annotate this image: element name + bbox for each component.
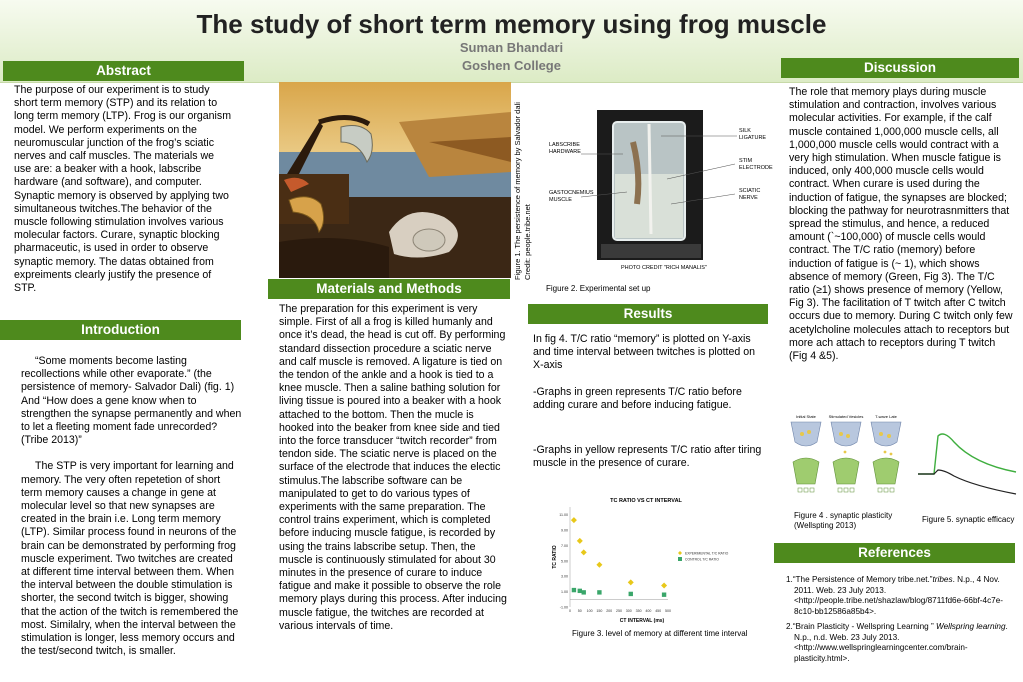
chart-ytick-label: 1.00 [561, 590, 568, 595]
reference-1-title: 1.“The Persistence of Memory tribe.net.” [786, 575, 933, 584]
chart-point-experimental [571, 517, 577, 523]
methods-heading: Materials and Methods [268, 279, 510, 299]
introduction-quote: “Some moments become lasting recollections while other evaporate.” (the persistence of memory- Salvador Dali) (fig. 1) And “How does a gene know when to strengthen the synapse permanently and when to let a fleeting moment fade unrecorded? (Tribe 2013)” [21, 355, 242, 447]
chart-xtick-label: 150 [596, 609, 603, 613]
chart-xtick-label: 500 [665, 609, 671, 613]
abstract-heading: Abstract [3, 61, 244, 81]
chart-point-control [629, 592, 633, 596]
chart-point-control [578, 589, 582, 593]
fig4-label-late: T-wave Late [875, 414, 897, 419]
chart-ytick-label: 3.00 [561, 574, 568, 579]
figure1-caption [513, 84, 541, 280]
results-p2: -Graphs in green represents T/C ratio before adding curare and before inducing fatigue. [533, 385, 742, 411]
chart-xtick-label: 200 [606, 609, 613, 613]
discussion-heading: Discussion [781, 58, 1019, 78]
references-list [786, 575, 1014, 664]
references-heading: References [774, 543, 1015, 563]
discussion-text: The role that memory plays during muscle stimulation and contraction, involves various molecular activities. For example, if the calf muscle contained 1,000,000 muscle cells, all 1,000,000 muscle cells would contract with a very high stimulation. When muscle fatigue is induced, only 400,000 muscle cells would contract. When curare is used during the induction of fatigue, the synapses are blocked; blocking the pathway for neurotrasnmitters that spread the stimulus, and hence, a reduced amount (`~100,000) of muscle cells would contract. The T/C ratio (memory) before induction of fatigue is (~ 1), which shows absence of memory (Green, Fig 3). The T/C ratio (≥1) shows presence of memory (Yellow, Fig 3). The facilitation of T twitch after C twitch occurs due to memory. During C twitch only few acetylcholine molecules attach to receptors but more ach attach to receptors during T twitch (Fig 4 &5). [789, 86, 1013, 363]
chart-xtick-label: 100 [586, 609, 593, 613]
label-silk-ligature: SILK LIGATURE [739, 128, 767, 141]
figure2-caption: Figure 2. Experimental set up [546, 284, 651, 293]
figure5-caption: Figure 5. synaptic efficacy [922, 515, 1015, 524]
figure1-caption-credit: Credit: people.tribe.net [523, 204, 532, 280]
introduction-heading: Introduction [0, 320, 241, 340]
author-name: Suman Bhandari [459, 40, 564, 55]
persistence-of-memory-image [279, 82, 511, 278]
results-p3: -Graphs in yellow represents T/C ratio after tiring muscle in the presence of curare. [533, 444, 762, 470]
reference-1-source: tribes [932, 575, 953, 584]
fig4-label-initial: Initial State [796, 414, 816, 419]
reference-2-source: Wellspring learning [936, 622, 1006, 631]
figure1-painting [279, 82, 511, 278]
chart-ytick-label: 7.00 [561, 543, 568, 548]
chart-ytick-label: 11.00 [559, 513, 568, 518]
reference-item [786, 575, 1014, 617]
figure1-caption-title: Figure 1. The persistence of memory by Salvador dali [513, 102, 522, 280]
figure4-image [785, 412, 908, 508]
label-photo-credit: PHOTO CREDIT "RICH MANALIS" [621, 265, 707, 271]
figure3-chart [546, 495, 746, 625]
chart-xtick-label: 450 [655, 609, 662, 613]
synaptic-plasticity-diagram [785, 412, 908, 508]
figure4-caption: Figure 4 . synaptic plasticity (Wellspting 2013) [794, 511, 893, 530]
figure5-image [914, 412, 1020, 508]
legend-label: CONTROL T/C RATIO [685, 557, 719, 562]
figure1-caption-text [513, 84, 533, 280]
chart-point-experimental [596, 562, 602, 568]
chart-point-control [572, 588, 576, 592]
results-p1: In fig 4. T/C ratio “memory” is plotted on Y-axis and time interval between twitches is plotted on X-axis [533, 333, 756, 372]
reference-item [786, 622, 1014, 664]
methods-text: The preparation for this experiment is very simple. First of all a frog is killed humanly and once it’s dead, the head is cut off. By performing standard dissection procedure a sciatic nerve and calf muscle is removed. A ligature is tied on the tendon of the ankle and a hook is tied to a knee muscle. Then a saline bathing solution for living tissue is poured into a beaker with a hook attached to the bottom. Then the mucle is hooked into the beaker from knee side and tied into the force transducer “twitch recorder” from tendon side. The sciatic nerve is placed on the surface of the electrode that induces the electic stimulus.The labscribe software can be manipulated to get to do various types of experiments with the same preparation. The control trains experiment, which is completed before inducing muscle fatigue, is recorded by using the trains labscribe setup. Then, the muscle is continuously stimulated for about 30 minutes in the presence of curare to induce fatigue and make it possible to observe the role memory plays during this process. After inducing muscle fatigue, the twitches are recorded at various intervals of time. [279, 303, 507, 632]
label-sciatic-nerve: SCIATIC NERVE [739, 188, 761, 201]
chart-ytick-label: 9.00 [561, 528, 568, 533]
institution-name: Goshen College [462, 58, 561, 73]
chart-point-experimental [581, 549, 587, 555]
tc-ratio-chart [546, 495, 746, 625]
results-text [533, 333, 763, 483]
reference-2-title: 2.“Brain Plasticity - Wellspring Learning ” [786, 622, 937, 631]
chart-xtick-label: 50 [577, 609, 582, 613]
figure2-setup [541, 84, 773, 280]
chart-point-experimental [661, 582, 667, 588]
chart-point-experimental [577, 538, 583, 544]
chart-title: TC RATIO VS CT INTERVAL [610, 498, 682, 504]
label-stim-electrode: STIM ELECTRODE [739, 158, 773, 171]
introduction-text [21, 355, 243, 671]
chart-point-control [582, 590, 586, 594]
reference-1-details: . N.p., 4 Nov. 2011. Web. 23 July 2013. <http://people.tribe.net/shazlaw/blog/8711fd6e-66bf-4c7e-8c10-bb12586a85b4>. [794, 575, 1004, 616]
chart-point-control [662, 592, 666, 596]
label-labscribe: LABSCRIBE HARDWARE [549, 142, 581, 155]
chart-point-control [597, 590, 601, 594]
chart-ytick-label: 5.00 [561, 559, 568, 564]
legend-marker-experimental [678, 551, 682, 555]
chart-ytick-label: -1.00 [559, 605, 568, 610]
chart-xtick-label: 0 [569, 609, 571, 613]
reference-2-details: . N.p., n.d. Web. 23 July 2013. <http://www.wellspringlearningcenter.com/brain-plasticity.html>. [794, 622, 1008, 663]
chart-point-experimental [628, 579, 634, 585]
chart-xtick-label: 300 [625, 609, 632, 613]
chart-xlabel: CT INTERVAL (ms) [619, 618, 665, 624]
legend-label: EXPERIMENTAL T/C RATIO [685, 551, 729, 556]
poster-title: The study of short term memory using frog muscle [196, 9, 827, 39]
chart-xtick-label: 350 [635, 609, 642, 613]
chart-xtick-label: 250 [616, 609, 622, 613]
label-gastrocnemius: GASTOCNEMIUS MUSCLE [549, 190, 594, 203]
abstract-text: The purpose of our experiment is to study short term memory (STP) and its relation to long term memory (LTP). Frog is our organism model. We perform experiments on the neuromuscular junction of the frog’s sciatic nerves and calf muscles. The materials we use are: a beaker with a hook, labscribe hardware (and software), and computer. Synaptic memory is observed by applying two simultaneous twitches.The behavior of the muscle following stimulation involves various molecular factors. Curare, synaptic blocking pharmaceutic, is used in order to observe synaptic memory. The datas obtained from expreiments clearly justify the presence of STP. [14, 84, 232, 295]
chart-marks [571, 517, 667, 597]
chart-xtick-label: 400 [645, 609, 652, 613]
results-heading: Results [528, 304, 768, 324]
experimental-setup-image [541, 84, 773, 280]
introduction-body: The STP is very important for learning and memory. The very often repetetion of short term memory causes a change in gene at molecular level so that new synapses are created in the brain i.e. Long term memory (LTP). Similar process found in neurons of the brain can be demonstrated by performing frog muscle experiment. Two twitches are created at different time interval between them. When the interval between the double stimulation is shorter, the second twitch is bigger, showing that the action of the twitch is remembered the most. Similalry, when the interval between the stimulation is longer, less memory occurs and the test/second twitch, is smaller. [21, 460, 239, 658]
legend-marker-control [678, 557, 682, 561]
chart-ylabel: TC RATIO [552, 545, 558, 569]
fig4-label-stimulated: Stimulated Vesicles [828, 414, 864, 419]
figure3-caption: Figure 3. level of memory at different time interval [572, 629, 748, 638]
synaptic-efficacy-trace [914, 412, 1020, 508]
chart-legend [678, 551, 729, 561]
chart-axes [559, 507, 671, 613]
